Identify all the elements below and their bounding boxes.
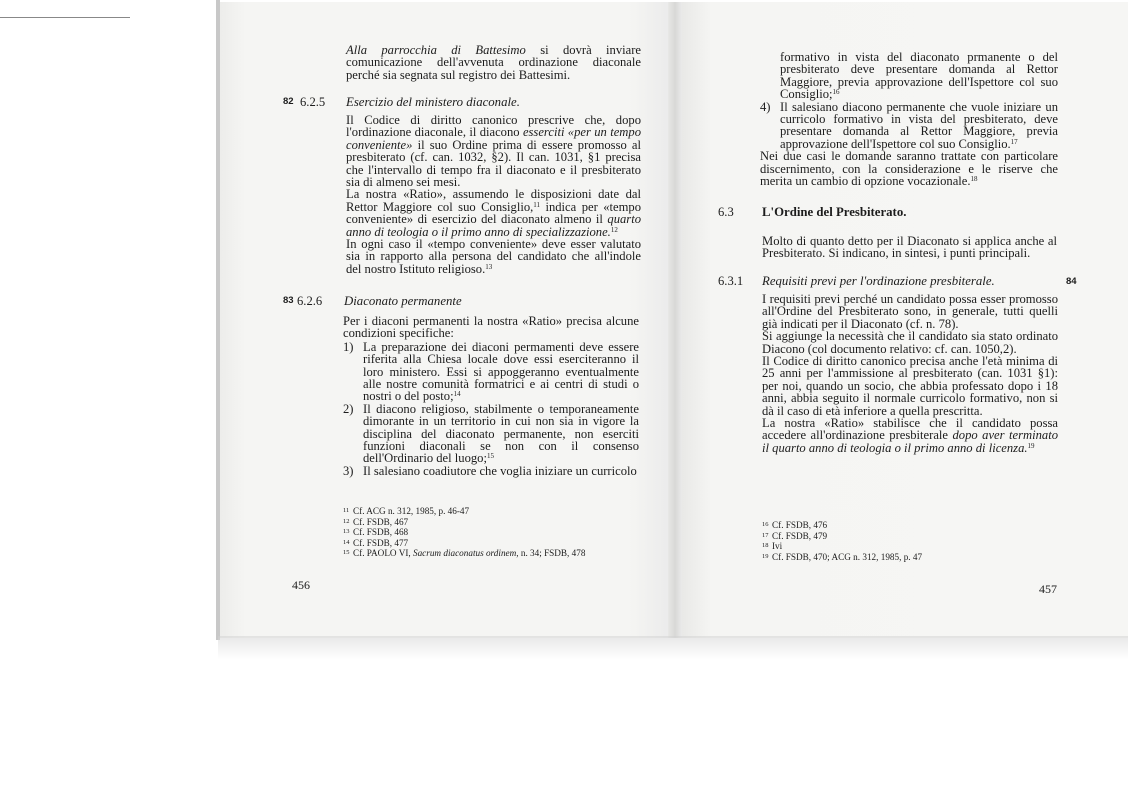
intro-paragraph [346, 44, 641, 81]
section-title-6-3-1: Requisiti previ per l'ordinazione presbiterale. [762, 274, 995, 288]
footnote: 12 Cf. FSDB, 467 [343, 516, 409, 527]
paragraph: Per i diaconi permanenti la nostra «Ratio» precisa alcune condizioni specifiche: [343, 314, 639, 341]
book-gutter [668, 2, 682, 638]
paragraph: Nei due casi le domande saranno trattate con particolare discernimento, con la considerazione e le riserve che merita un cambio di opzione vocazionale.$^{18}$ [760, 149, 1058, 189]
section-6-2-6-body [343, 315, 639, 477]
paragraph: Si aggiunge la necessità che il candidato sia stato ordinato Diacono (col documento relativo: cf. can. 1050,2). [762, 329, 1058, 356]
paragraph: Il Codice di diritto canonico precisa anche l'età minima di 25 anni per l'ammissione al presbiterato (can. 1031 §1): per noi, quando un socio, che abbia professato dopo i 18 anni, abbia seguito il normale curricolo formativo, non si dà il caso di età inferiore a quella prescritta. [762, 354, 1058, 418]
section-title-6-3: L'Ordine del Presbiterato. [762, 205, 907, 219]
list-item: formativo in vista del diaconato prmanente o del presbiterato deve presentare domanda al Rettor Maggiore, previa approvazione dell'Ispettore col suo Consiglio;$^{16}$ [780, 50, 1058, 102]
paragraph: Il Codice di diritto canonico prescrive che, dopo l'ordinazione diaconale, il diacono esserciti «per un tempo conveniente» il suo Ordine prima di essere promosso al presbiterato (cf. can. 1032, §2). Il can. 1031, §1 precisa che l'intervallo di tempo fra il diaconato e il presbiterato sia di almeno sei mesi. [346, 113, 641, 190]
footnote: 19 Cf. FSDB, 470; ACG n. 312, 1985, p. 47 [762, 551, 923, 562]
footnote: 18 Ivi [762, 541, 783, 552]
footnote: 17 Cf. FSDB, 479 [762, 530, 828, 541]
footnotes-right [762, 520, 1052, 562]
footnote: 16 Cf. FSDB, 476 [762, 520, 828, 530]
margin-number-83: 83 [283, 295, 294, 306]
list-item: 2) Il diacono religioso, stabilmente o temporaneamente dimorante in un territorio in cui non sia in vigore la disciplina del diaconato permanente, non eserciti funzioni diaconali se non con il consenso dell'Ordinario del luogo;$^{15}$ [343, 401, 639, 466]
footnote: 13 Cf. FSDB, 468 [343, 527, 409, 538]
paragraph: Molto di quanto detto per il Diaconato si applica anche al Presbiterato. Si indicano, in sintesi, i punti principali. [762, 234, 1057, 261]
list-item: 1) La preparazione dei diaconi permamenti deve essere riferita alla Chiesa locale dove essi eserciteranno il loro ministero. Essi si appoggeranno eventualmente alle nostre comunità formatrici e ai centri di studi o nostri o del posto;$^{14}$ [343, 339, 639, 404]
conditions-list [343, 341, 639, 477]
paragraph: La nostra «Ratio», assumendo le disposizioni date dal Rettor Maggiore col suo Consiglio,$^{11}$ indica per «tempo conveniente» di esercizio del diaconato almeno il quarto anno di teologia o il primo anno di specializzazione.$^{12}$ [346, 187, 641, 239]
footnotes-left [343, 506, 643, 559]
page-number-right: 457 [1039, 582, 1057, 596]
page-edge [216, 0, 220, 640]
margin-number-82: 82 [283, 96, 294, 107]
continued-list [760, 51, 1058, 187]
section-6-3-1-body [762, 293, 1058, 454]
list-item: 4) Il salesiano diacono permanente che vuole iniziare un curricolo formativo in vista del presbiterato, deve presentare domanda al Rettor Maggiore, previa approvazione dell'Ispettore col suo Consiglio.$^{17}$ [760, 99, 1058, 151]
list-item: 3) Il salesiano coadiutore che voglia iniziare un curricolo [343, 463, 637, 478]
page-number-left: 456 [292, 578, 310, 592]
paragraph: La nostra «Ratio» stabilisce che il candidato possa accedere all'ordinazione presbiterale dopo aver terminato il quarto anno di teologia o il primo anno di licenza.$^{19}$ [762, 416, 1058, 455]
paragraph: I requisiti previ perché un candidato possa esser promosso all'Ordine del Presbiterato sono, in generale, tutti quelli già indicati per il Diaconato (cf. n. 78). [762, 292, 1058, 331]
top-rule [0, 17, 130, 18]
section-number-6-3: 6.3 [718, 205, 734, 219]
section-title-6-2-5: Esercizio del ministero diaconale. [346, 95, 520, 109]
section-number-6-2-6: 6.2.6 [297, 294, 323, 308]
margin-number-84: 84 [1066, 276, 1077, 287]
section-number-6-3-1: 6.3.1 [718, 274, 744, 288]
paragraph: In ogni caso il «tempo conveniente» deve esser valutato sia in rapporto alla persona del candidato che all'indole del nostro Istituto religioso.$^{13}$ [346, 237, 641, 276]
section-number-6-2-5: 6.2.5 [300, 95, 326, 109]
footnote: 11 Cf. ACG n. 312, 1985, p. 46-47 [343, 506, 470, 516]
section-title-6-2-6: Diaconato permanente [344, 294, 462, 308]
section-6-3-body [762, 235, 1057, 260]
intro-text: si dovrà inviare comunicazione dell'avvenuta ordinazione diaconale perché sia segnata sul registro dei Battesimi. [346, 43, 641, 82]
page-shadow [218, 636, 1128, 660]
footnote: 14 Cf. FSDB, 477 [343, 537, 409, 548]
intro-italic: Alla parrocchia di Battesimo [346, 43, 526, 57]
section-6-2-5-body [346, 114, 641, 275]
footnote: 15 Cf. PAOLO VI, Sacrum diaconatus ordinem, n. 34; FSDB, 478 [343, 548, 586, 559]
